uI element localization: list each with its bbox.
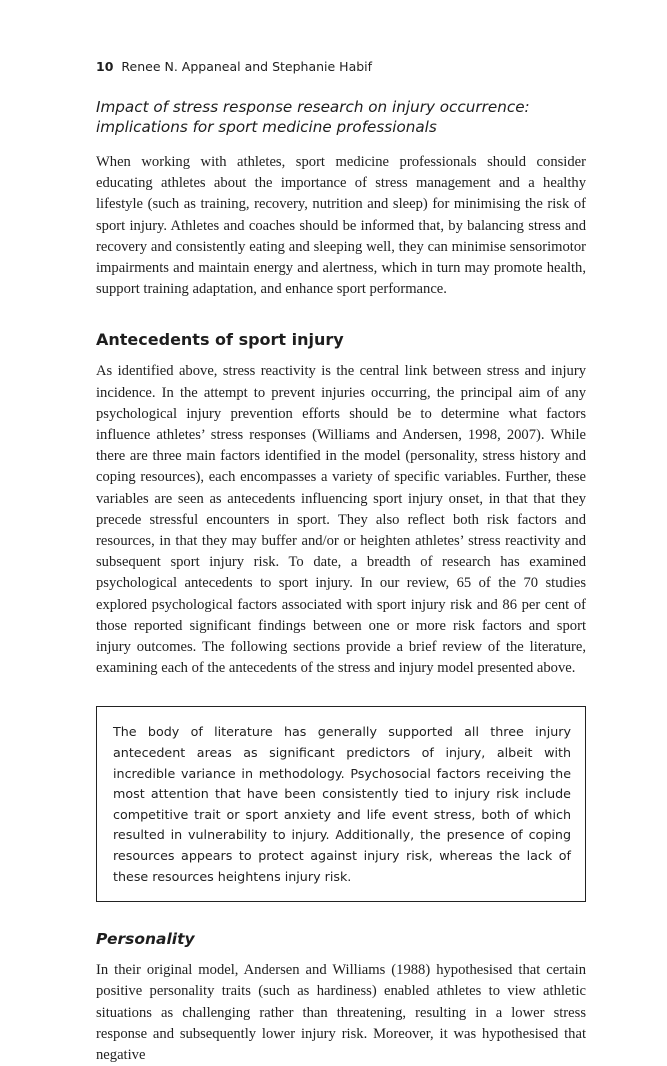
personality-section <box>96 929 586 1066</box>
impact-paragraph: When working with athletes, sport medicine professionals should consider educating athletes about the importance of stress management and a healthy lifestyle (such as training, recovery, nutrition and sleep) for minimising the risk of sport injury. Athletes and coaches should be informed that, by balancing stress and recovery and consistently eating and sleeping well, they can minimise sensorimotor impairments and maintain energy and alertness, which in turn may promote health, support training adaptation, and enhance sport performance. <box>96 154 586 298</box>
antecedents-paragraph: As identified above, stress reactivity is the central link between stress and injury incidence. In the attempt to prevent injuries occurring, the principal aim of any psychological injury prevention efforts should be to determine what factors influence athletes’ stress responses (Williams and Andersen, 1998, 2007). While there are three main factors identified in the model (personality, stress history and coping resources), each encompasses a variety of specific variables. Further, these variables are seen as antecedents influencing sport injury onset, in that that they precede stressful encounters in sport. They also reflect both risk factors and resources, in that they may buffer and/or or heighten athletes’ stress reactivity and subsequent sport injury risk. To date, a breadth of research has examined psychological antecedents to sport injury. In our review, 65 of the 70 studies explored psychological factors associated with sport injury risk and 86 per cent of those reported significant findings between one or more risk factors and sport injury outcomes. The following sections provide a brief review of the literature, examining each of the antecedents of the stress and injury model presented above. <box>96 363 586 677</box>
personality-paragraph: In their original model, Andersen and Williams (1988) hypothesised that certain positive personality traits (such as hardiness) enabled athletes to view athletic situations as challenging rather than threatening, resulting in a lower stress response and subsequently lower injury risk. Moreover, it was hypothesised that negative <box>96 962 586 1064</box>
summary-box-text: The body of literature has generally supported all three injury antecedent areas as significant predictors of injury, albeit with incredible variance in methodology. Psychosocial factors receiving the most attention that have been consistently tied to injury risk include competitive trait or sport anxiety and life event stress, both of which resulted in vulnerability to injury. Additionally, the presence of coping resources appears to protect against injury risk, whereas the lack of these resources heightens injury risk. <box>113 724 571 884</box>
personality-heading: Personality <box>96 930 195 949</box>
impact-heading: Impact of stress response research on injury occurrence: implications for sport medicine professionals <box>96 98 530 136</box>
book-page <box>96 58 586 1066</box>
summary-box <box>96 706 586 902</box>
antecedents-section <box>96 330 586 679</box>
antecedents-heading: Antecedents of sport injury <box>96 330 344 350</box>
impact-section <box>96 97 586 300</box>
page-number: 10 <box>96 59 114 74</box>
running-head <box>96 58 586 76</box>
running-head-authors: Renee N. Appaneal and Stephanie Habif <box>121 59 373 74</box>
